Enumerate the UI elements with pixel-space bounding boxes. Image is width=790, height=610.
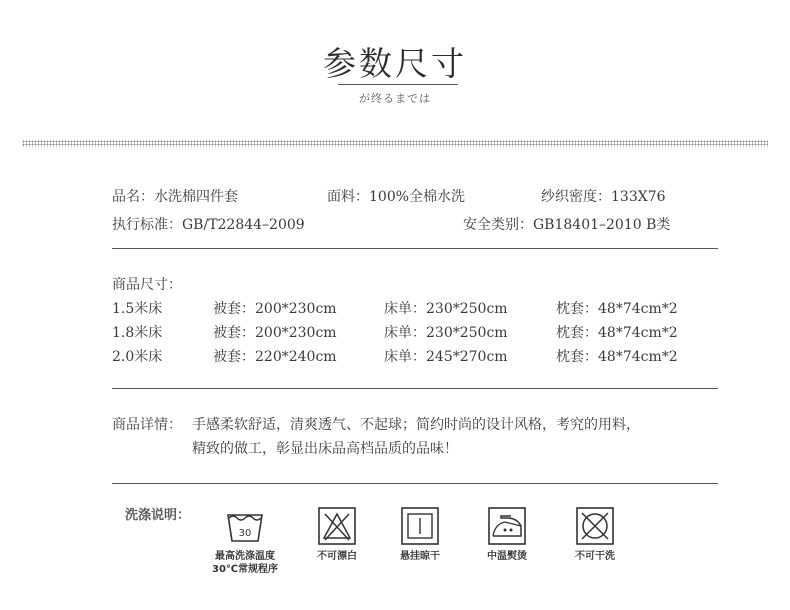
pillowcase-size: 枕套：48*74cm*2 [556, 301, 678, 317]
details-label: 商品详情： [112, 417, 182, 433]
bed-size: 1.8米床 [112, 325, 163, 341]
sizes-heading: 商品尺寸： [112, 277, 182, 293]
care-label-line: 不可漂白 [317, 551, 357, 562]
safety-category: 安全类别：GB18401–2010 B类 [463, 217, 671, 233]
care-label [375, 550, 465, 563]
no-dry-clean-icon [575, 506, 615, 546]
care-title: 洗涤说明： [125, 508, 191, 523]
quilt-cover-size: 被套：220*240cm [213, 349, 337, 365]
pillowcase-size: 枕套：48*74cm*2 [556, 349, 678, 365]
bed-size: 1.5米床 [112, 301, 163, 317]
care-label-line: 中温熨烫 [487, 551, 527, 562]
section-divider [112, 248, 718, 249]
quilt-cover-size: 被套：200*230cm [213, 301, 337, 317]
details-line-2: 精致的做工，彰显出床品高档品质的品味！ [192, 441, 458, 457]
yarn-density: 纱织密度：133X76 [541, 189, 666, 205]
page-title: 参数尺寸 [323, 44, 467, 83]
pillowcase-size: 枕套：48*74cm*2 [556, 325, 678, 341]
fabric: 面料：100%全棉水洗 [327, 189, 466, 205]
wash-temp-badge: 30 [238, 528, 252, 539]
section-divider [112, 483, 718, 484]
care-label-line: 最高洗涤温度 [215, 551, 275, 562]
no-bleach-icon [317, 506, 357, 546]
section-divider [112, 388, 718, 389]
bed-sheet-size: 床单：245*270cm [384, 349, 508, 365]
dotted-divider [22, 140, 768, 147]
care-label [462, 550, 552, 563]
page-subtitle: が终るまでは [359, 92, 431, 105]
product-name: 品名：水洗棉四件套 [112, 189, 238, 205]
hang-dry-icon [400, 506, 440, 546]
bed-sheet-size: 床单：230*250cm [384, 301, 508, 317]
care-label-line: 悬挂晾干 [400, 551, 440, 562]
title-underline [338, 84, 458, 85]
wash-30-icon [225, 506, 265, 546]
care-label [200, 550, 290, 576]
bed-sheet-size: 床单：230*250cm [384, 325, 508, 341]
care-label [292, 550, 382, 563]
care-label-line: 不可干洗 [575, 551, 615, 562]
care-label-line: 30℃常规程序 [211, 564, 279, 575]
iron-medium-icon [487, 506, 527, 546]
details-line-1: 手感柔软舒适，清爽透气、不起球；简约时尚的设计风格，考究的用料， [192, 417, 640, 433]
care-label [550, 550, 640, 563]
execution-standard: 执行标准：GB/T22844–2009 [112, 217, 305, 233]
quilt-cover-size: 被套：200*230cm [213, 325, 337, 341]
bed-size: 2.0米床 [112, 349, 163, 365]
